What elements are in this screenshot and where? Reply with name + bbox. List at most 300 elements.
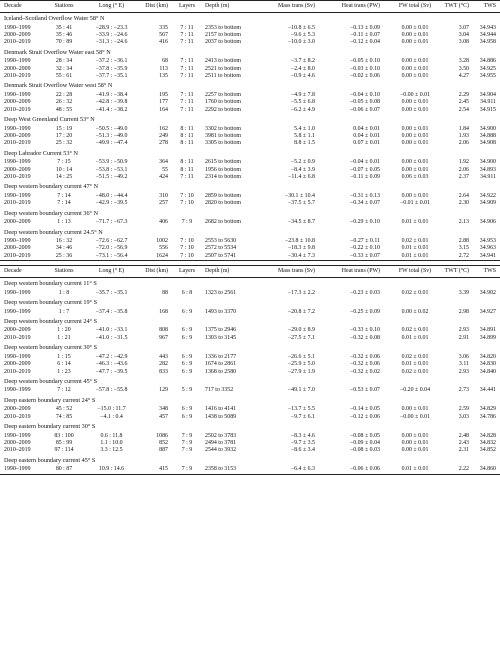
longitude-cell: −37.2 : −36.1 [95, 58, 128, 65]
heat-transport-cell: −0.33 ± 0.10 [349, 327, 380, 334]
stations-cell: 35 : 41 [55, 24, 73, 31]
distance-cell: 556 [159, 245, 168, 252]
heat-transport-cell: −0.07 ± 0.05 [349, 166, 380, 173]
layers-cell: 7 : 11 [180, 173, 194, 180]
heat-transport-cell: −0.14 ± 0.05 [349, 406, 380, 413]
depth-cell: 1368 to 2580 [205, 368, 237, 375]
layers-cell: 7 : 10 [180, 238, 194, 245]
depth-cell: 2511 to bottom [205, 72, 241, 79]
stations-cell: 1 : 8 [58, 289, 70, 296]
longitude-cell: −47.2 : −42.9 [95, 353, 128, 360]
mass-transport-cell: −4.9 ± 7.8 [290, 91, 315, 98]
decade-cell: 2010–2019 [4, 39, 31, 46]
decade-cell: 2010–2019 [4, 173, 31, 180]
heat-transport-cell: −0.11 ± 0.09 [350, 173, 380, 180]
freshwater-total-cell: 0.00 ± 0.01 [401, 406, 429, 413]
mass-transport-cell: −3.7 ± 8.2 [290, 58, 315, 65]
stations-cell: 17 : 20 [55, 132, 73, 139]
table-row [0, 447, 500, 454]
distance-cell: 887 [159, 447, 168, 454]
layers-cell: 7 : 10 [180, 252, 194, 259]
longitude-cell: −42.8 : −39.8 [95, 99, 128, 106]
layers-cell: 6 : 9 [181, 406, 193, 413]
distance-cell: 808 [159, 327, 168, 334]
twt-cell: 2.31 [458, 447, 469, 454]
heat-transport-cell: −0.06 ± 0.07 [349, 106, 380, 113]
mass-transport-cell: −26.6 ± 5.1 [287, 353, 315, 360]
freshwater-total-cell: 0.00 ± 0.01 [401, 99, 429, 106]
decade-cell: 1990–1999 [4, 192, 31, 199]
twt-cell: 2.93 [458, 368, 469, 375]
depth-cell: 2820 to bottom [205, 200, 241, 207]
section-title: Deep West Greenland Current 53° N [4, 116, 95, 124]
distance-cell: 135 [159, 72, 168, 79]
decade-cell: Decade [4, 268, 22, 275]
longitude-cell: −49.9 : −47.4 [95, 140, 128, 147]
twt-cell: 2.93 [458, 327, 469, 334]
tws-cell: 34.888 [479, 132, 496, 139]
layers-cell: 8 : 11 [180, 159, 194, 166]
longitude-cell: −72.0 : −56.9 [95, 245, 128, 252]
twt-cell: 3.50 [458, 65, 469, 72]
section-title: Deep western boundary current 11° S [4, 280, 97, 288]
freshwater-total-cell: 0.06 ± 0.03 [401, 173, 429, 180]
longitude-cell: −71.7 : −67.3 [95, 219, 128, 226]
mass-transport-cell: −9.7 ± 3.5 [290, 440, 315, 446]
decade-cell: 2000–2009 [4, 406, 31, 413]
longitude-cell: −33.9 : −24.6 [95, 31, 128, 38]
longitude-cell: −35.7 : −35.1 [95, 289, 128, 296]
stations-cell: 26 : 32 [55, 99, 73, 106]
heat-transport-cell: −0.06 ± 0.06 [349, 466, 380, 473]
layers-cell: 6 : 8 [181, 289, 193, 296]
mass-transport-cell: −17.3 ± 2.2 [287, 289, 315, 296]
table-row [0, 309, 500, 316]
twt-cell: 2.54 [458, 106, 469, 113]
depth-cell: 1956 to bottom [205, 166, 241, 173]
depth-cell: 2413 to bottom [205, 58, 241, 65]
distance-cell: 1624 [156, 252, 168, 259]
layers-cell: 6 : 9 [181, 308, 193, 315]
depth-cell: 1493 to 3370 [205, 308, 237, 315]
twt-cell: 2.06 [458, 166, 469, 173]
heat-transport-cell: −0.53 ± 0.07 [349, 387, 380, 394]
depth-cell: 1375 to 2946 [205, 327, 237, 334]
distance-cell: 335 [159, 24, 168, 31]
twt-cell: 3.11 [458, 361, 469, 368]
section-title: Deep western boundary current 36° N [4, 209, 99, 217]
freshwater-total-cell: 0.02 ± 0.01 [401, 238, 429, 245]
tws-cell: 34.955 [479, 72, 496, 79]
stations-cell: 34 : 46 [55, 245, 73, 252]
twt-cell: 3.07 [458, 24, 469, 31]
tws-cell: 34.900 [479, 159, 496, 166]
distance-cell: 833 [159, 368, 168, 375]
distance-cell: 443 [159, 353, 168, 360]
mass-transport-cell: −27.5 ± 7.1 [287, 334, 315, 341]
tws-cell: 34.943 [479, 24, 496, 31]
heat-transport-cell: −0.29 ± 0.10 [349, 219, 380, 226]
decade-cell: 1990–1999 [4, 432, 31, 439]
twt-cell: 2.06 [458, 140, 469, 147]
layers-cell: 7 : 10 [180, 200, 194, 207]
heat-transport-cell: −0.31 ± 0.13 [349, 192, 380, 199]
depth-cell: 1336 to 2177 [205, 353, 237, 360]
tws-cell: 34.941 [479, 252, 496, 259]
table-row [0, 361, 500, 368]
heat-transport-cell: −0.27 ± 0.11 [350, 238, 380, 245]
stations-cell: Stations [54, 3, 74, 9]
distance-cell: 852 [159, 440, 168, 446]
twt-cell: 1.84 [458, 125, 469, 132]
heat-transport-cell: −0.25 ± 0.09 [349, 308, 380, 315]
stations-cell: 25 : 32 [55, 140, 73, 147]
heat-transport-cell: 0.04 ± 0.01 [353, 125, 380, 132]
decade-cell: 2000–2009 [4, 31, 31, 38]
layers-cell: Layers [178, 3, 196, 9]
depth-cell: 2157 to bottom [205, 31, 241, 38]
layers-cell: 7 : 10 [180, 192, 194, 199]
stations-cell: 45 : 52 [55, 406, 73, 413]
mass-transport-cell: −5.2 ± 0.9 [290, 159, 315, 166]
stations-cell: 28 : 34 [55, 58, 73, 65]
mass-transport-cell: −8.6 ± 3.4 [290, 447, 315, 454]
stations-cell: 1 : 15 [57, 353, 71, 360]
twt-cell: 2.72 [458, 252, 469, 259]
table-row [0, 406, 500, 413]
mass-transport-cell: Mass trans (Sv) [278, 268, 315, 275]
mass-transport-cell: −37.5 ± 5.7 [287, 200, 315, 207]
tws-cell: 34.963 [479, 245, 496, 252]
stations-cell: 14 : 25 [55, 173, 73, 180]
heat-transport-cell: −0.08 ± 0.03 [349, 447, 380, 454]
longitude-cell: −4.1 : 0.4 [100, 413, 123, 420]
twt-cell: 1.93 [458, 132, 469, 139]
stations-cell: 25 : 36 [55, 252, 73, 259]
decade-cell: 1990–1999 [4, 58, 31, 65]
layers-cell: 6 : 9 [181, 327, 193, 334]
table-row [0, 58, 500, 65]
distance-cell: 415 [159, 466, 168, 473]
freshwater-total-cell: 0.01 ± 0.01 [401, 334, 429, 341]
longitude-cell: −50.5 : −49.0 [95, 125, 128, 132]
freshwater-total-cell: 0.00 ± 0.01 [401, 65, 429, 72]
table-row [0, 369, 500, 376]
layers-cell: 7 : 9 [181, 466, 193, 473]
stations-cell: 35 : 46 [55, 31, 73, 38]
table-rule [0, 474, 500, 475]
longitude-cell: −15.0 : 11.7 [97, 406, 126, 413]
layers-cell: 7 : 10 [180, 245, 194, 252]
twt-cell: 3.04 [458, 31, 469, 38]
stations-cell: 48 : 55 [55, 106, 73, 113]
heat-transport-cell: −0.13 ± 0.09 [349, 24, 380, 31]
heat-transport-cell: −0.12 ± 0.06 [349, 413, 380, 420]
heat-transport-cell: −0.23 ± 0.03 [349, 289, 380, 296]
depth-cell: 3302 to bottom [205, 125, 241, 132]
decade-cell: 1990–1999 [4, 24, 31, 31]
distance-cell: 88 [162, 289, 168, 296]
decade-cell: Decade [4, 3, 22, 9]
decade-cell: 2000–2009 [4, 99, 31, 106]
longitude-cell: −28.9 : −23.3 [95, 24, 128, 31]
layers-cell: 6 : 9 [181, 368, 193, 375]
longitude-cell: −37.8 : −35.9 [95, 65, 128, 72]
decade-cell: 2000–2009 [4, 361, 31, 368]
freshwater-total-cell: 0.02 ± 0.01 [401, 327, 429, 334]
longitude-cell: −73.1 : −56.4 [95, 252, 128, 259]
decade-cell: 2010–2019 [4, 106, 31, 113]
twt-cell: 3.03 [458, 413, 469, 420]
tws-cell: 34.828 [479, 432, 496, 439]
twt-cell: 2.29 [458, 91, 469, 98]
twt-cell: 3.39 [458, 289, 469, 296]
freshwater-total-cell: 0.00 ± 0.01 [401, 140, 429, 147]
freshwater-total-cell: −0.01 ± 0.01 [399, 200, 431, 207]
decade-cell: 2000–2009 [4, 132, 31, 139]
tws-cell: 34.902 [479, 289, 496, 296]
heat-transport-cell: −0.02 ± 0.06 [349, 72, 380, 79]
table-row [0, 290, 500, 297]
depth-cell: 2572 to 5534 [205, 245, 237, 252]
heat-transport-cell: −0.32 ± 0.06 [349, 353, 380, 360]
twt-cell: 2.48 [458, 432, 469, 439]
depth-cell: 2682 to bottom [205, 219, 241, 226]
twt-cell: 1.92 [458, 159, 469, 166]
twt-cell: 2.22 [458, 466, 469, 473]
longitude-cell: 1.1 : 10.0 [100, 440, 123, 446]
distance-cell: 1086 [156, 432, 168, 439]
heat-transport-cell: 0.04 ± 0.01 [353, 132, 380, 139]
distance-cell: 249 [159, 132, 168, 139]
table-row [0, 245, 500, 252]
depth-cell: 1760 to bottom [205, 99, 241, 106]
stations-cell: 1 : 23 [57, 368, 71, 375]
twt-cell: 2.43 [458, 440, 469, 446]
table-row [0, 354, 500, 361]
tws-cell: 34.441 [479, 387, 496, 394]
mass-transport-cell: 5.4 ± 1.0 [294, 125, 315, 132]
tws-cell: 34.832 [479, 440, 496, 446]
longitude-cell: −41.4 : −38.2 [95, 106, 128, 113]
layers-cell: 7 : 11 [180, 91, 194, 98]
twt-cell: 2.88 [458, 238, 469, 245]
depth-cell: 3305 to bottom [205, 140, 241, 147]
mass-transport-cell: −27.9 ± 1.9 [287, 368, 315, 375]
table-row [0, 39, 500, 46]
tws-cell: TWS [483, 268, 496, 275]
distance-cell: 424 [159, 173, 168, 180]
heat-transport-cell: −0.09 ± 0.04 [349, 440, 380, 446]
section-title: Deep Labrador Current 53° N [4, 149, 78, 157]
distance-cell: 282 [159, 361, 168, 368]
heat-transport-cell: Heat trans (PW) [341, 3, 380, 9]
heat-transport-cell: −0.05 ± 0.10 [349, 58, 380, 65]
layers-cell: 6 : 9 [181, 361, 193, 368]
distance-cell: Dist (km) [145, 268, 168, 275]
heat-transport-cell: −0.03 ± 0.10 [349, 65, 380, 72]
tws-cell: 34.922 [479, 192, 496, 199]
layers-cell: 7 : 9 [181, 432, 193, 439]
longitude-cell: −37.7 : −35.1 [95, 72, 128, 79]
distance-cell: 967 [159, 334, 168, 341]
freshwater-total-cell: 0.00 ± 0.01 [401, 440, 429, 446]
distance-cell: 1002 [156, 238, 168, 245]
depth-cell: 2521 to bottom [205, 65, 241, 72]
freshwater-total-cell: −0.00 ± 0.01 [399, 413, 431, 420]
mass-transport-cell: −34.5 ± 8.7 [287, 219, 315, 226]
stations-cell: 10 : 14 [55, 166, 73, 173]
longitude-cell: −48.0 : −44.4 [95, 192, 128, 199]
freshwater-total-cell: 0.01 ± 0.01 [401, 252, 429, 259]
freshwater-total-cell: 0.00 ± 0.01 [401, 192, 429, 199]
depth-cell: 2257 to bottom [205, 91, 241, 98]
tws-cell: TWS [483, 3, 496, 9]
twt-cell: 3.28 [458, 58, 469, 65]
depth-cell: 2037 to bottom [205, 39, 241, 46]
table-row [0, 466, 500, 473]
table-row [0, 32, 500, 39]
section-title: Deep western boundary current 47° N [4, 183, 99, 191]
freshwater-total-cell: −0.20 ± 0.04 [399, 387, 431, 394]
decade-cell: 1990–1999 [4, 289, 31, 296]
mass-transport-cell: 8.8 ± 1.5 [294, 140, 315, 147]
longitude-cell: −41.0 : −33.1 [95, 327, 128, 334]
depth-cell: 2494 to 3781 [205, 440, 237, 446]
decade-cell: 2010–2019 [4, 413, 31, 420]
decade-cell: 2000–2009 [4, 65, 31, 72]
tws-cell: 34.904 [479, 91, 496, 98]
stations-cell: 97 : 114 [54, 447, 74, 454]
stations-cell: 83 : 100 [54, 432, 74, 439]
freshwater-total-cell: 0.01 ± 0.01 [401, 245, 429, 252]
tws-cell: 34.891 [479, 327, 496, 334]
twt-cell: TWT (°C) [444, 268, 469, 275]
table-row [0, 92, 500, 99]
mass-transport-cell: −30.1 ± 10.4 [284, 192, 315, 199]
mass-transport-cell: −2.4 ± 8.0 [290, 65, 315, 72]
table-row [0, 219, 500, 226]
freshwater-total-cell: 0.00 ± 0.01 [401, 39, 429, 46]
stations-cell: 22 : 28 [55, 91, 73, 98]
twt-cell: 2.73 [458, 387, 469, 394]
longitude-cell: −41.0 : −31.5 [95, 334, 128, 341]
longitude-cell: −31.3 : −24.6 [95, 39, 128, 46]
depth-cell: Depth (m) [205, 3, 230, 9]
tws-cell: 34.829 [479, 406, 496, 413]
decade-cell: 1990–1999 [4, 238, 31, 245]
heat-transport-cell: −0.04 ± 0.01 [349, 159, 380, 166]
distance-cell: 177 [159, 99, 168, 106]
freshwater-total-cell: −0.00 ± 0.01 [399, 91, 431, 98]
distance-cell: 364 [159, 159, 168, 166]
layers-cell: 7 : 11 [180, 99, 194, 106]
decade-cell: 2000–2009 [4, 327, 31, 334]
distance-cell: 162 [159, 125, 168, 132]
heat-transport-cell: −0.04 ± 0.10 [349, 91, 380, 98]
section-title: Deep eastern boundary current 24° S [4, 396, 96, 404]
freshwater-total-cell: FW total (Sv) [398, 268, 432, 275]
decade-cell: 1990–1999 [4, 308, 31, 315]
layers-cell: 8 : 11 [180, 140, 194, 147]
twt-cell: 3.08 [458, 39, 469, 46]
depth-cell: 2358 to 3153 [205, 466, 237, 473]
mass-transport-cell: Mass trans (Sv) [278, 3, 315, 9]
tws-cell: 34.911 [480, 99, 496, 106]
heat-transport-cell: −0.08 ± 0.05 [349, 432, 380, 439]
mass-transport-cell: −13.7 ± 5.5 [287, 406, 315, 413]
depth-cell: 2553 to 5630 [205, 238, 237, 245]
distance-cell: 567 [159, 31, 168, 38]
distance-cell: 348 [159, 406, 168, 413]
heat-transport-cell: −0.12 ± 0.04 [349, 39, 380, 46]
decade-cell: 2000–2009 [4, 245, 31, 252]
twt-cell: 3.15 [458, 245, 469, 252]
twt-cell: 2.59 [458, 406, 469, 413]
distance-cell: 257 [159, 200, 168, 207]
decade-cell: 1990–1999 [4, 125, 31, 132]
depth-cell: 1438 to 5089 [205, 413, 237, 420]
distance-cell: 416 [159, 39, 168, 46]
heat-transport-cell: Heat trans (PW) [341, 268, 380, 275]
mass-transport-cell: −30.4 ± 7.3 [287, 252, 315, 259]
depth-cell: 2615 to bottom [205, 159, 241, 166]
mass-transport-cell: −23.8 ± 10.8 [284, 238, 315, 245]
longitude-cell: 10.9 : 14.6 [98, 466, 125, 473]
table-row [0, 327, 500, 334]
tws-cell: 34.908 [479, 140, 496, 147]
distance-cell: 195 [159, 91, 168, 98]
table-row [0, 140, 500, 147]
stations-cell: 7 : 15 [57, 159, 71, 166]
stations-cell: Stations [54, 268, 74, 275]
tws-cell: 34.900 [479, 125, 496, 132]
table-row [0, 66, 500, 73]
table-row [0, 133, 500, 140]
heat-transport-cell: −0.22 ± 0.10 [349, 245, 380, 252]
twt-cell: 2.30 [458, 200, 469, 207]
longitude-cell: Long (° E) [98, 3, 125, 9]
decade-cell: 1990–1999 [4, 387, 31, 394]
header-row [0, 266, 500, 277]
header-row [0, 1, 500, 12]
stations-cell: 7 : 14 [57, 192, 71, 199]
depth-cell: 2859 to bottom [205, 192, 241, 199]
layers-cell: 7 : 11 [180, 24, 194, 31]
freshwater-total-cell: 0.00 ± 0.01 [401, 58, 429, 65]
mass-transport-cell: −5.5 ± 6.8 [290, 99, 315, 106]
layers-cell: 6 : 9 [181, 413, 193, 420]
stations-cell: 6 : 14 [57, 361, 71, 368]
layers-cell: Layers [178, 268, 196, 275]
freshwater-total-cell: 0.00 ± 0.01 [401, 31, 429, 38]
mass-transport-cell: −25.9 ± 5.0 [287, 361, 315, 368]
decade-cell: 2010–2019 [4, 200, 31, 207]
longitude-cell: −57.8 : −55.8 [95, 387, 128, 394]
depth-cell: Depth (m) [205, 268, 230, 275]
layers-cell: 7 : 9 [181, 219, 193, 226]
section-title: Denmark Strait Overflow Water west 58° N [4, 82, 113, 90]
decade-cell: 1990–1999 [4, 91, 31, 98]
distance-cell: 406 [159, 219, 168, 226]
table-row [0, 433, 500, 440]
freshwater-total-cell: 0.00 ± 0.01 [401, 432, 429, 439]
layers-cell: 7 : 9 [181, 447, 193, 454]
mass-transport-cell: −9.6 ± 5.3 [290, 31, 315, 38]
mass-transport-cell: −18.3 ± 9.8 [287, 245, 315, 252]
layers-cell: 8 : 11 [180, 125, 194, 132]
longitude-cell: −37.4 : −35.8 [95, 308, 128, 315]
